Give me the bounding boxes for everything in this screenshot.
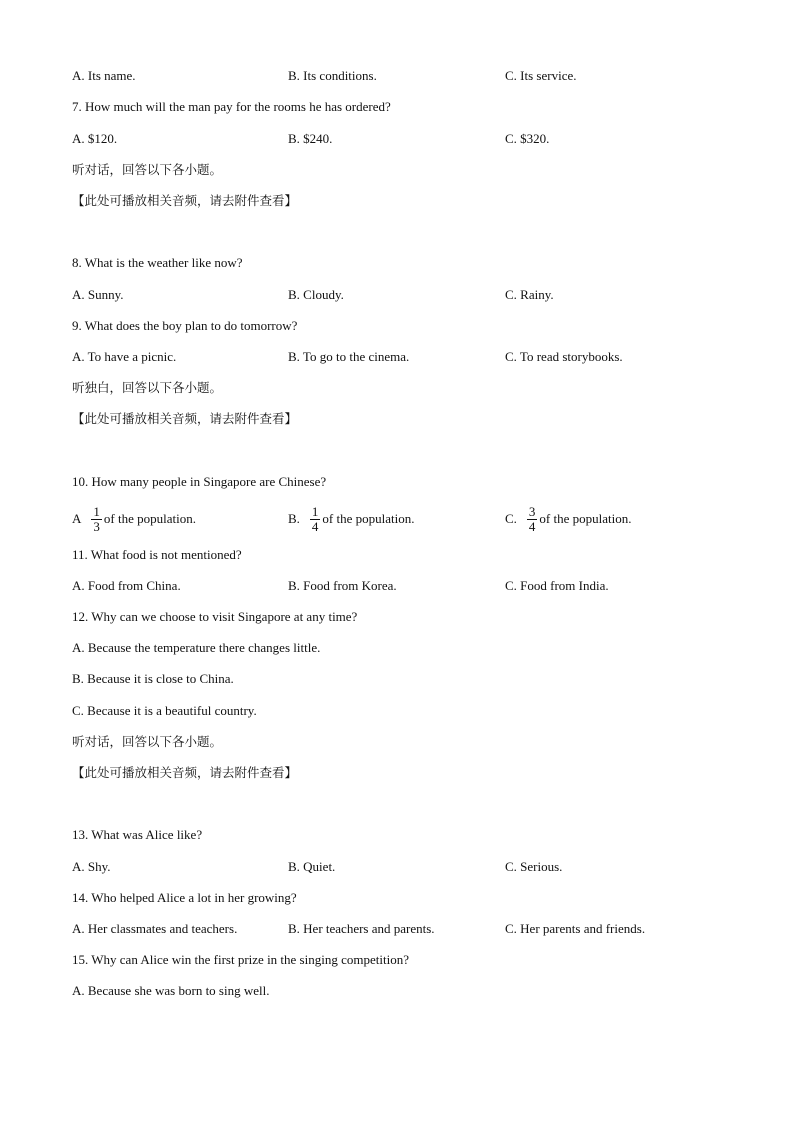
q11-option-b: B. Food from Korea. <box>288 578 397 593</box>
q13-question: 13. What was Alice like? <box>72 827 203 842</box>
q9-question: 9. What does the boy plan to do tomorrow? <box>72 318 298 333</box>
option-letter: B. <box>288 511 300 526</box>
q10-option-c <box>505 498 632 540</box>
audio-note: 【此处可播放相关音频，请去附件查看】 <box>72 411 298 426</box>
q13-option-b: B. Quiet. <box>288 859 336 874</box>
section-instruction: 听独白，回答以下各小题。 <box>72 380 223 395</box>
q10-option-a <box>72 498 196 540</box>
option-text: of the population. <box>322 511 415 526</box>
q14-option-a: A. Her classmates and teachers. <box>72 921 238 936</box>
q8-option-c: C. Rainy. <box>505 287 554 302</box>
option-text: of the population. <box>539 511 632 526</box>
audio-note: 【此处可播放相关音频，请去附件查看】 <box>72 765 298 780</box>
q12-option-a: A. Because the temperature there changes little. <box>72 640 321 655</box>
q11-question: 11. What food is not mentioned? <box>72 547 242 562</box>
q7-question: 7. How much will the man pay for the rooms he has ordered? <box>72 99 391 114</box>
fraction-denominator: 4 <box>311 518 319 534</box>
q12-option-b: B. Because it is close to China. <box>72 671 234 686</box>
q15-question: 15. Why can Alice win the first prize in the singing competition? <box>72 952 409 967</box>
fraction-numerator: 3 <box>528 503 536 519</box>
q6-option-b: B. Its conditions. <box>288 68 377 83</box>
option-letter: C. <box>505 511 517 526</box>
q8-option-a: A. Sunny. <box>72 287 124 302</box>
q13-option-a: A. Shy. <box>72 859 111 874</box>
q11-option-c: C. Food from India. <box>505 578 609 593</box>
fraction-numerator: 1 <box>93 503 100 519</box>
q7-option-a: A. $120. <box>72 131 118 146</box>
audio-note: 【此处可播放相关音频，请去附件查看】 <box>72 193 298 208</box>
q7-option-b: B. $240. <box>288 131 333 146</box>
q6-option-a: A. Its name. <box>72 68 136 83</box>
q9-option-c: C. To read storybooks. <box>505 349 623 364</box>
fraction <box>310 505 321 534</box>
q7-option-c: C. $320. <box>505 131 550 146</box>
q9-option-a: A. To have a picnic. <box>72 349 177 364</box>
q14-option-c: C. Her parents and friends. <box>505 921 646 936</box>
q9-option-b: B. To go to the cinema. <box>288 349 410 364</box>
q14-question: 14. Who helped Alice a lot in her growing? <box>72 890 297 905</box>
q12-question: 12. Why can we choose to visit Singapore at any time? <box>72 609 358 624</box>
section-instruction: 听对话，回答以下各小题。 <box>72 734 223 749</box>
option-text: of the population. <box>103 511 196 526</box>
q10-option-b <box>288 498 415 540</box>
q10-question: 10. How many people in Singapore are Chinese? <box>72 474 327 489</box>
q15-option-a: A. Because she was born to sing well. <box>72 983 270 998</box>
section-instruction: 听对话，回答以下各小题。 <box>72 162 223 177</box>
fraction-numerator: 1 <box>311 503 319 519</box>
q8-option-b: B. Cloudy. <box>288 287 344 302</box>
fraction <box>91 505 102 534</box>
q6-option-c: C. Its service. <box>505 68 577 83</box>
q8-question: 8. What is the weather like now? <box>72 255 243 270</box>
fraction-denominator: 4 <box>528 518 536 534</box>
q13-option-c: C. Serious. <box>505 859 563 874</box>
fraction <box>527 505 538 534</box>
option-letter: A <box>72 511 82 526</box>
q12-option-c: C. Because it is a beautiful country. <box>72 703 257 718</box>
q14-option-b: B. Her teachers and parents. <box>288 921 435 936</box>
q11-option-a: A. Food from China. <box>72 578 181 593</box>
fraction-denominator: 3 <box>93 518 100 534</box>
